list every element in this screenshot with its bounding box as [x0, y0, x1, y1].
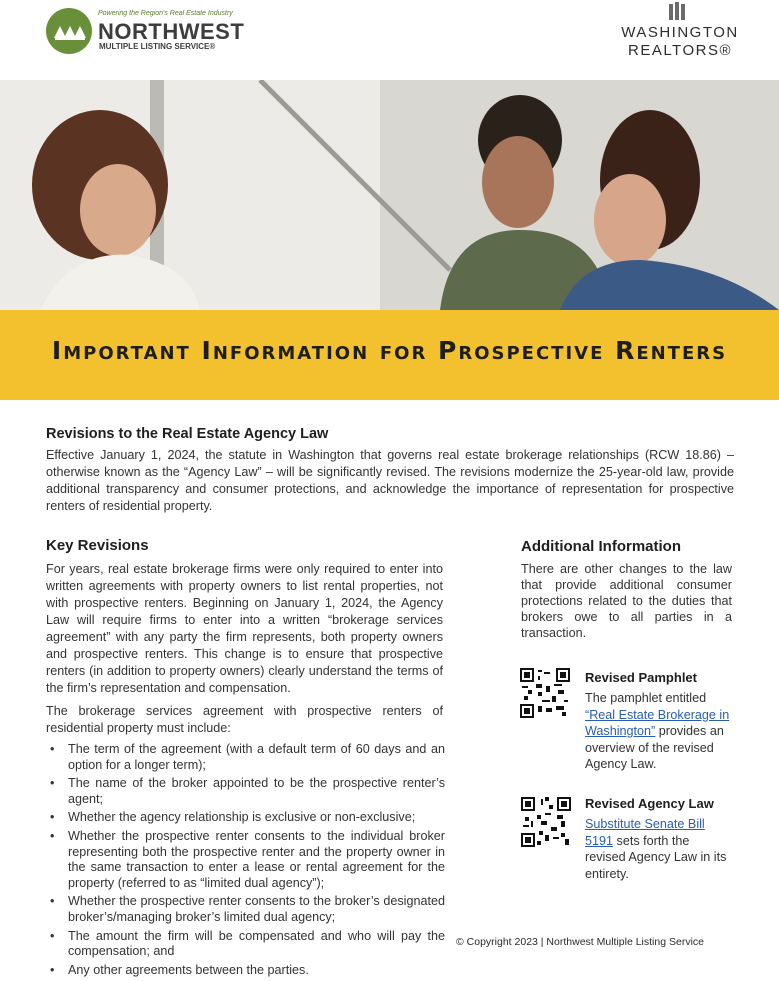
agency-law-heading: Revised Agency Law — [585, 796, 714, 811]
copyright-footer: © Copyright 2023 | Northwest Multiple Listing Service — [456, 936, 704, 948]
list-item-text: Whether the prospective renter consents to the broker’s designated broker’s/managing broker’s limited dual agency; — [68, 894, 445, 924]
key-revisions-heading: Key Revisions — [46, 537, 149, 554]
washington-realtors-logo[interactable] — [620, 2, 740, 62]
houses-icon — [46, 8, 92, 54]
agency-law-qr-code[interactable] — [521, 797, 571, 847]
nwmls-name: NORTHWEST — [98, 19, 245, 44]
nwmls-subtitle: MULTIPLE LISTING SERVICE® — [99, 42, 216, 51]
page-title: Important Information for Prospective Renters — [51, 336, 728, 365]
list-item-text: Whether the prospective renter consents to the individual broker representing both the prospective renter and the property owner in the same transaction to enter a lease or rental agreement for the property (referred to as “limited dual agency”); — [68, 828, 445, 890]
list-item-text: Any other agreements between the parties. — [68, 962, 309, 977]
key-revisions-para2: The brokerage services agreement with prospective renters of residential property must include: — [46, 704, 443, 735]
list-item: • The term of the agreement (with a default term of 60 days and an option for a longer term); — [50, 742, 445, 772]
wr-name-line2: REALTORS® — [627, 42, 733, 59]
list-item-text: Whether the agency relationship is exclusive or non-exclusive; — [68, 810, 416, 825]
title-banner — [0, 310, 779, 400]
hero-photo — [0, 80, 779, 310]
wr-name-line1: WASHINGTON — [621, 24, 739, 41]
pamphlet-text-pre: The pamphlet entitled — [585, 691, 707, 705]
list-item: • The amount the firm will be compensated and who will pay the compensation; and — [50, 928, 445, 959]
pamphlet-text-post: provides an overview of the revised Agency Law. — [585, 724, 724, 771]
pamphlet-link[interactable]: “Real Estate Brokerage in Washington” — [585, 707, 730, 738]
nwmls-logo[interactable] — [46, 8, 245, 58]
list-item: • Any other agreements between the parties. — [50, 962, 309, 977]
list-item: • Whether the prospective renter consents to the broker’s designated broker’s/managing broker’s limited dual agency; — [50, 894, 445, 924]
agency-law-text-post: sets forth the revised Agency Law in its entirety. — [585, 833, 727, 881]
nwmls-tagline: Powering the Region's Real Estate Industry — [98, 10, 233, 17]
page-header — [0, 0, 779, 80]
revisions-body: Effective January 1, 2024, the statute in Washington that governs real estate brokerage relationships (RCW 18.86) – otherwise known as the “Agency Law” – will be significantly revised. The revisions modernize the 25-year-old law, provide additional transparency and consumer protections, and acknowledge the importance of representation for prospective renters of residential property. — [46, 448, 734, 513]
pamphlet-body — [585, 690, 735, 773]
list-item-text: The amount the firm will be compensated and who will pay the compensation; and — [68, 928, 445, 959]
realtor-mark-icon — [668, 2, 690, 20]
pamphlet-qr-code[interactable] — [520, 668, 570, 718]
revisions-heading: Revisions to the Real Estate Agency Law — [46, 426, 329, 442]
list-item-text: The name of the broker appointed to be the prospective renter’s agent; — [68, 776, 445, 806]
senate-bill-link[interactable]: Substitute Senate Bill 5191 — [585, 817, 705, 848]
agency-law-body — [585, 816, 733, 882]
additional-heading: Additional Information — [521, 538, 681, 555]
list-item-text: The term of the agreement (with a default term of 60 days and an option for a longer term); — [68, 742, 445, 772]
additional-body: There are other changes to the law that provide additional consumer protections related to the duties that brokers owe to all parties in a transaction. — [521, 562, 732, 640]
list-item: • The name of the broker appointed to be the prospective renter’s agent; — [50, 776, 445, 806]
key-revisions-para1: For years, real estate brokerage firms were only required to enter into written agreements with property owners to list rental properties, not with prospective renters. Beginning on January 1, 2024, the Agency Law will require firms to enter into a written “brokerage services agreement” with any party the firm represents, both property owners and prospective renters. This change is to ensure that prospective renters (in addition to property owners) clearly understand the terms of the firm’s representation and compensation. — [46, 562, 443, 695]
list-item: • Whether the prospective renter consents to the individual broker representing both the prospective renter and the property owner in the same transaction to enter a lease or rental agreement for the property (referred to as “limited dual agency”); — [50, 828, 445, 890]
pamphlet-heading: Revised Pamphlet — [585, 670, 697, 685]
requirements-list — [50, 742, 445, 981]
list-item: • Whether the agency relationship is exclusive or non-exclusive; — [50, 810, 416, 825]
